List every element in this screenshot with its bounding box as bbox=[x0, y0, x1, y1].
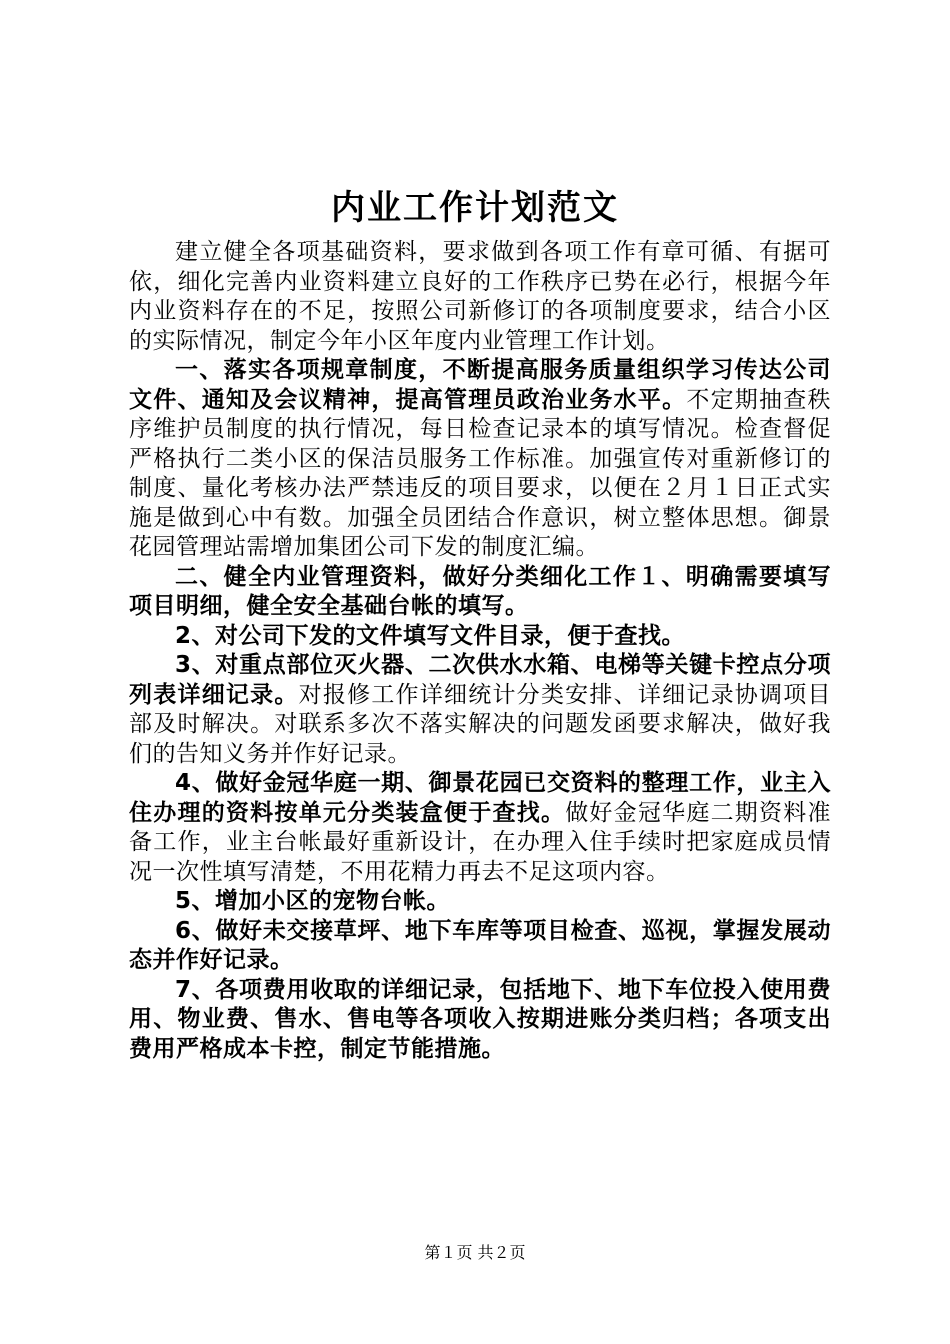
paragraph-item-5 bbox=[129, 887, 831, 917]
paragraph-heading: 6、做好未交接草坪、地下车库等项目检查、巡视，掌握发展动态并作好记录。 bbox=[129, 917, 831, 973]
paragraph-item-2 bbox=[129, 622, 831, 652]
paragraph-text: 做好金冠华庭二期资料准备工作，业主台帐最好重新设计，在办理入住手续时把家庭成员情况一次性填写清楚，不用花精力再去不足这项内容。 bbox=[129, 799, 832, 885]
paragraph-section-1 bbox=[129, 356, 831, 563]
paragraph-item-6 bbox=[129, 917, 831, 976]
paragraph-item-7 bbox=[129, 976, 831, 1065]
paragraph-section-2 bbox=[129, 563, 831, 622]
paragraph-item-4 bbox=[129, 769, 831, 887]
page-footer: 第１页 共２页 bbox=[424, 1243, 526, 1262]
paragraph-item-3 bbox=[129, 651, 831, 769]
document-title: 内业工作计划范文 bbox=[331, 188, 619, 228]
paragraph-text: 对报修工作详细统计分类安排、详细记录协调项目部及时解决。对联系多次不落实解决的问题发函要求解决，做好我们的告知义务并作好记录。 bbox=[129, 681, 832, 767]
paragraph-intro bbox=[129, 238, 831, 356]
paragraph-heading: 2、对公司下发的文件填写文件目录，便于查找。 bbox=[175, 622, 686, 649]
paragraph-heading: 5、增加小区的宠物台帐。 bbox=[175, 888, 451, 914]
paragraph-text: 不定期抽查秩序维护员制度的执行情况，每日检查记录本的填写情况。检查督促严格执行二类小区的保洁员服务工作标准。加强宣传对重新修订的制度、量化考核办法严禁违反的项目要求，以便在２月１日正式实施是做到心中有数。加强全员团结合作意识，树立整体思想。御景花园管理站需增加集团公司下发的制度汇编。 bbox=[129, 386, 832, 560]
paragraph-heading: 4、做好金冠华庭一期、御景花园已交资料的整理工作，业主入住办理的资料按单元分类装盒便于查找。 bbox=[129, 770, 831, 826]
paragraph-heading: 3、对重点部位灭火器、二次供水水箱、电梯等关键卡控点分项列表详细记录。 bbox=[129, 652, 831, 708]
paragraph-heading: 7、各项费用收取的详细记录，包括地下、地下车位投入使用费用、物业费、售水、售电等各项收入按期进账分类归档；各项支出费用严格成本卡控，制定节能措施。 bbox=[129, 976, 831, 1062]
paragraph-text: 建立健全各项基础资料，要求做到各项工作有章可循、有据可依，细化完善内业资料建立良好的工作秩序已势在必行，根据今年内业资料存在的不足，按照公司新修订的各项制度要求，结合小区的实际情况，制定今年小区年度内业管理工作计划。 bbox=[129, 239, 831, 354]
document-body bbox=[129, 238, 831, 1064]
paragraph-heading: 二、健全内业管理资料，做好分类细化工作１、明确需要填写项目明细，健全安全基础台帐的填写。 bbox=[129, 563, 831, 619]
paragraph-heading: 一、落实各项规章制度，不断提高服务质量组织学习传达公司文件、通知及会议精神，提高管理员政治业务水平。 bbox=[129, 357, 831, 413]
